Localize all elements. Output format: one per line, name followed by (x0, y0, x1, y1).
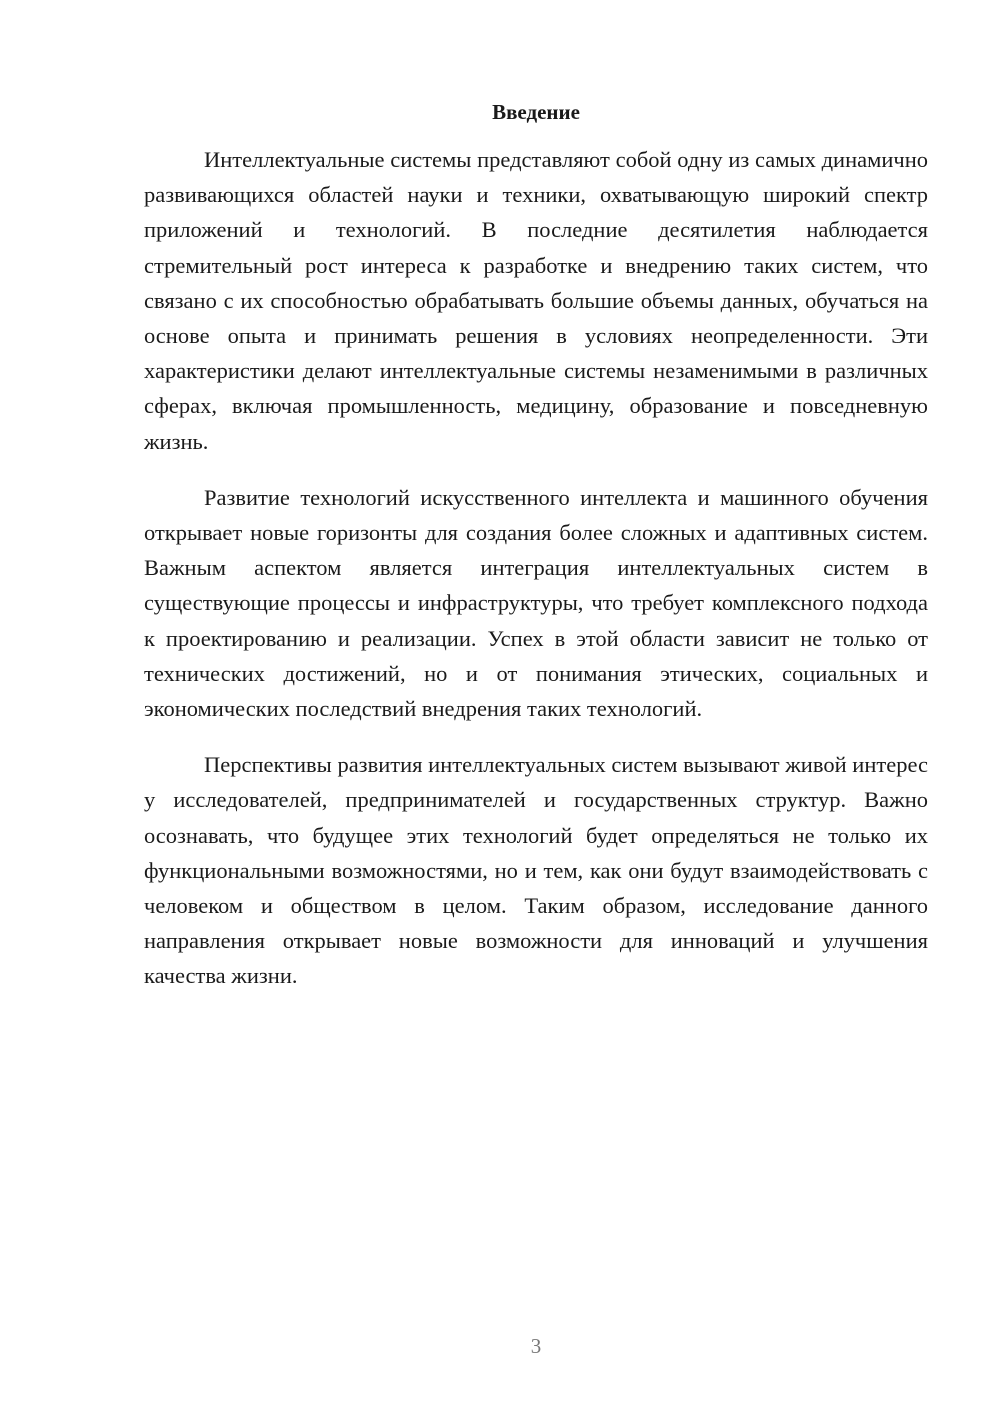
paragraph-3: Перспективы развития интеллектуальных систем вызывают живой интерес у исследователей, предпринимателей и государственных структур. Важно осознавать, что будущее этих технологий будет определяться не только их функциональными возможностями, но и тем, как они будут взаимодействовать с человеком и обществом в целом. Таким образом, исследование данного направления открывает новые возможности для инноваций и улучшения качества жизни. (144, 752, 928, 989)
page-title: Введение (492, 100, 580, 124)
body-text (144, 142, 928, 994)
paragraph-1: Интеллектуальные системы представляют собой одну из самых динамично развивающихся областей науки и техники, охватывающую широкий спектр приложений и технологий. В последние десятилетия наблюдается стремительный рост интереса к разработке и внедрению таких систем, что связано с их способностью обрабатывать большие объемы данных, обучаться на основе опыта и принимать решения в условиях неопределенности. Эти характеристики делают интеллектуальные системы незаменимыми в различных сферах, включая промышленность, медицину, образование и повседневную жизнь. (144, 147, 928, 454)
page-number: 3 (530, 1334, 542, 1358)
paragraph-2: Развитие технологий искусственного интеллекта и машинного обучения открывает новые горизонты для создания более сложных и адаптивных систем. Важным аспектом является интеграция интеллектуальных систем в существующие процессы и инфраструктуры, что требует комплексного подхода к проектированию и реализации. Успех в этой области зависит не только от технических достижений, но и от понимания этических, социальных и экономических последствий внедрения таких технологий. (144, 484, 928, 722)
